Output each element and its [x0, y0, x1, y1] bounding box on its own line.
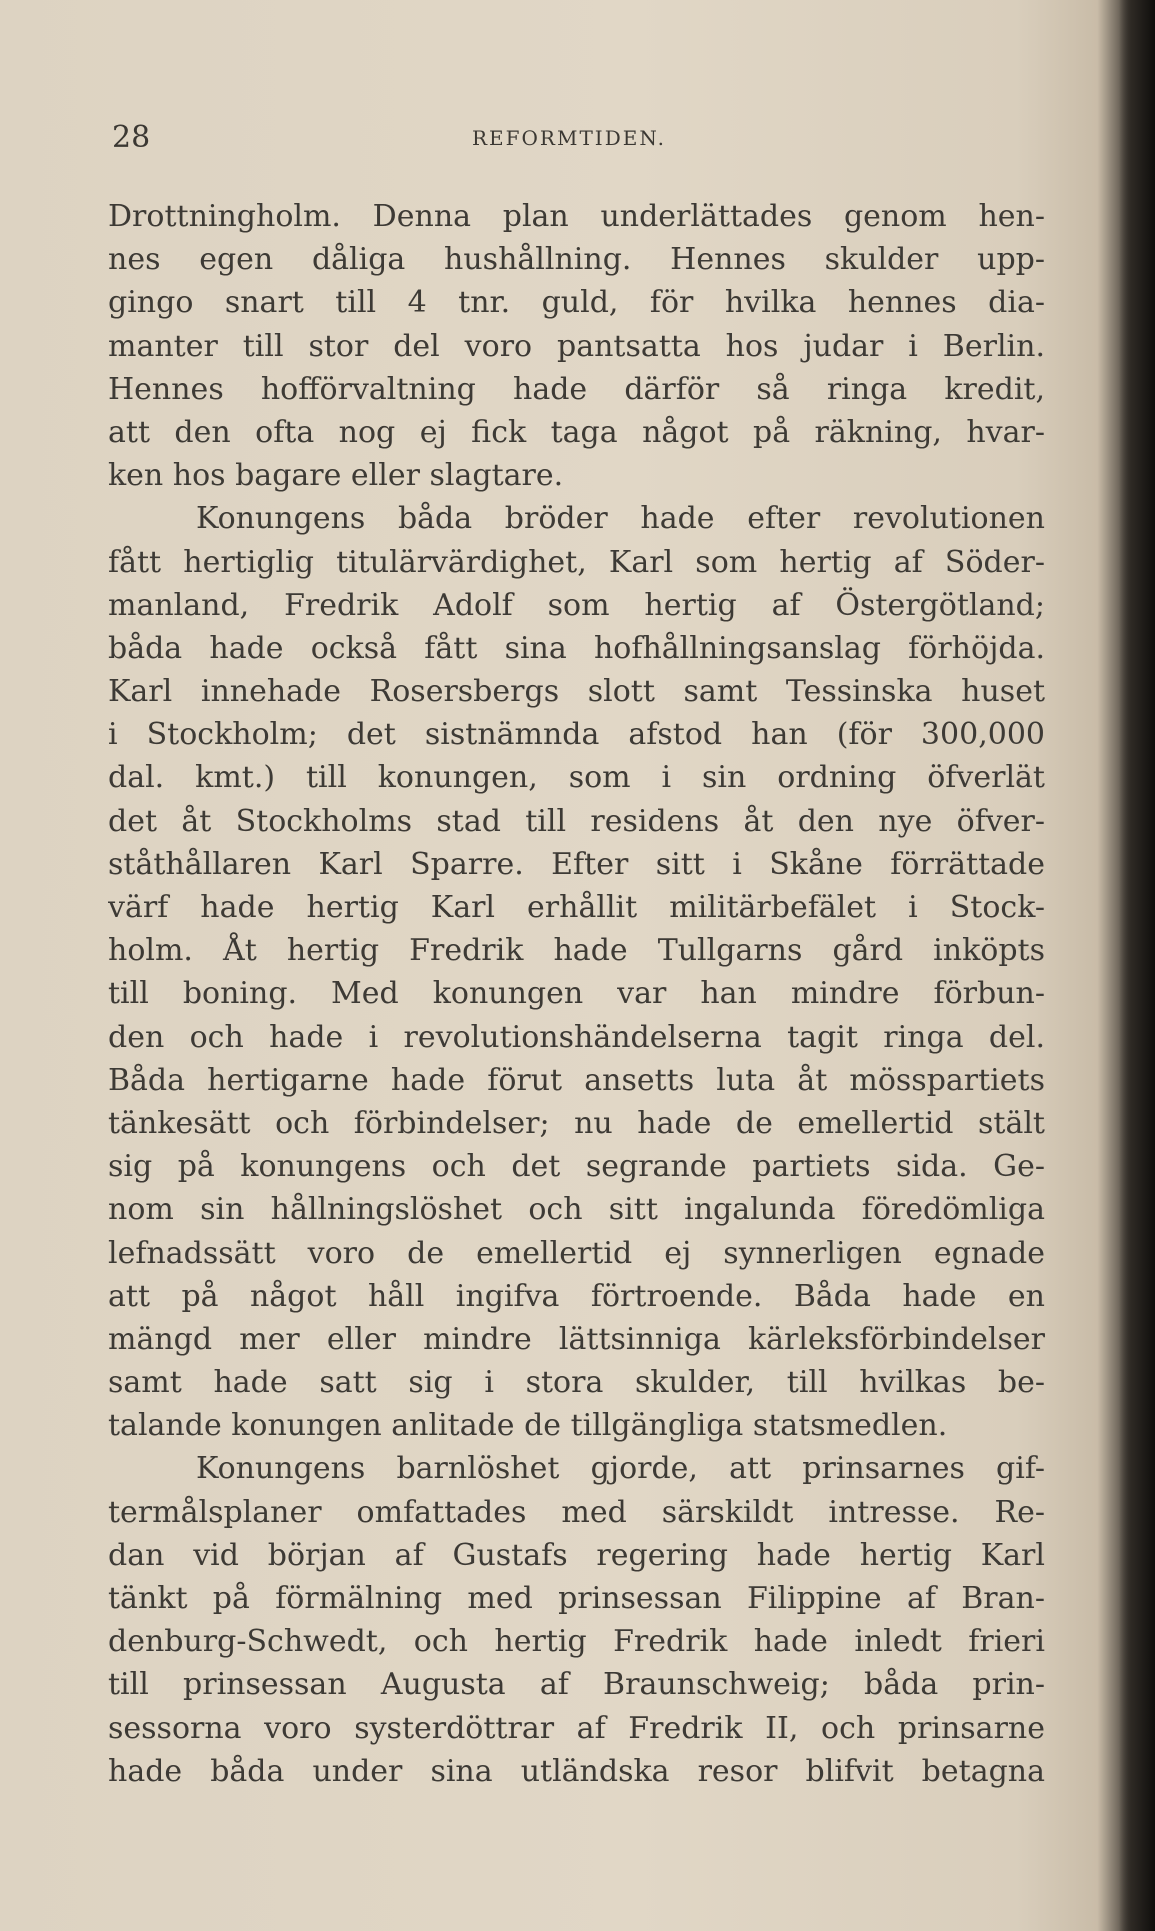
paragraph-start-line: Konungens barnlöshet gjorde, att prinsarnes gif- [196, 1451, 1045, 1487]
text-line: manland, Fredrik Adolf som hertig af Östergötland; [108, 587, 1045, 623]
text-line: Drottningholm. Denna plan underlättades genom hen- [108, 199, 1045, 234]
text-line: tänkt på förmälning med prinsessan Filippine af Bran- [108, 1581, 1045, 1616]
text-line: sig på konungens och det segrande partiets sida. Ge- [108, 1149, 1045, 1185]
body-text [108, 195, 1045, 1793]
text-line: manter till stor del voro pantsatta hos judar i Berlin. [108, 328, 1045, 364]
text-line: Hennes hofförvaltning hade därför så ringa kredit, [108, 371, 1045, 407]
text-line: dan vid början af Gustafs regering hade hertig Karl [108, 1537, 1045, 1573]
paragraph-start-line: Konungens båda bröder hade efter revolutionen [196, 501, 1045, 537]
text-line: nes egen dåliga hushållning. Hennes skulder upp- [108, 242, 1045, 278]
text-line: gingo snart till 4 tnr. guld, för hvilka hennes dia- [108, 285, 1045, 321]
text-line: hade båda under sina utländska resor blifvit betagna [108, 1753, 1045, 1789]
text-line: ståthållaren Karl Sparre. Efter sitt i Skåne förrättade [108, 846, 1045, 882]
text-line: samt hade satt sig i stora skulder, till hvilkas be- [108, 1365, 1045, 1401]
text-line: Karl innehade Rosersbergs slott samt Tessinska huset [108, 674, 1045, 710]
text-line: i Stockholm; det sistnämnda afstod han (för 300,000 [108, 717, 1045, 753]
text-line: fått hertiglig titulärvärdighet, Karl som hertig af Söder- [108, 544, 1045, 580]
text-line: lefnadssätt voro de emellertid ej synnerligen egnade [108, 1235, 1045, 1271]
text-line: sessorna voro systerdöttrar af Fredrik II, och prinsarne [108, 1710, 1045, 1746]
text-line: värf hade hertig Karl erhållit militärbefälet i Stock- [108, 890, 1045, 925]
text-line: termålsplaner omfattades med särskildt intresse. Re- [108, 1494, 1045, 1530]
text-line: till boning. Med konungen var han mindre förbun- [108, 976, 1045, 1012]
page-number: 28 [112, 120, 151, 155]
text-line: dal. kmt.) till konungen, som i sin ordning öfverlät [108, 760, 1045, 796]
text-line: den och hade i revolutionshändelserna tagit ringa del. [108, 1019, 1045, 1055]
text-line: nom sin hållningslöshet och sitt ingalunda föredömliga [108, 1192, 1045, 1228]
text-line: Båda hertigarne hade förut ansetts luta åt mösspartiets [108, 1062, 1045, 1098]
text-line: denburg-Schwedt, och hertig Fredrik hade inledt frieri [108, 1624, 1045, 1660]
text-line: att den ofta nog ej fick taga något på räkning, hvar- [108, 414, 1045, 450]
text-line: mängd mer eller mindre lättsinniga kärleksförbindelser [108, 1321, 1045, 1357]
text-line: ken hos bagare eller slagtare. [108, 458, 564, 494]
book-spine-shadow [1119, 0, 1155, 1931]
text-line: till prinsessan Augusta af Braunschweig; båda prin- [108, 1667, 1045, 1703]
text-line: båda hade också fått sina hofhållningsanslag förhöjda. [108, 630, 1045, 666]
text-line: talande konungen anlitade de tillgängliga statsmedlen. [108, 1408, 948, 1444]
text-line: det åt Stockholms stad till residens åt den nye öfver- [108, 803, 1045, 839]
text-line: att på något håll ingifva förtroende. Båda hade en [108, 1278, 1045, 1314]
running-title: REFORMTIDEN. [472, 126, 666, 150]
text-line: holm. Åt hertig Fredrik hade Tullgarns gård inköpts [108, 933, 1045, 969]
text-line: tänkesätt och förbindelser; nu hade de emellertid stält [108, 1105, 1045, 1141]
page-header [112, 120, 1032, 160]
